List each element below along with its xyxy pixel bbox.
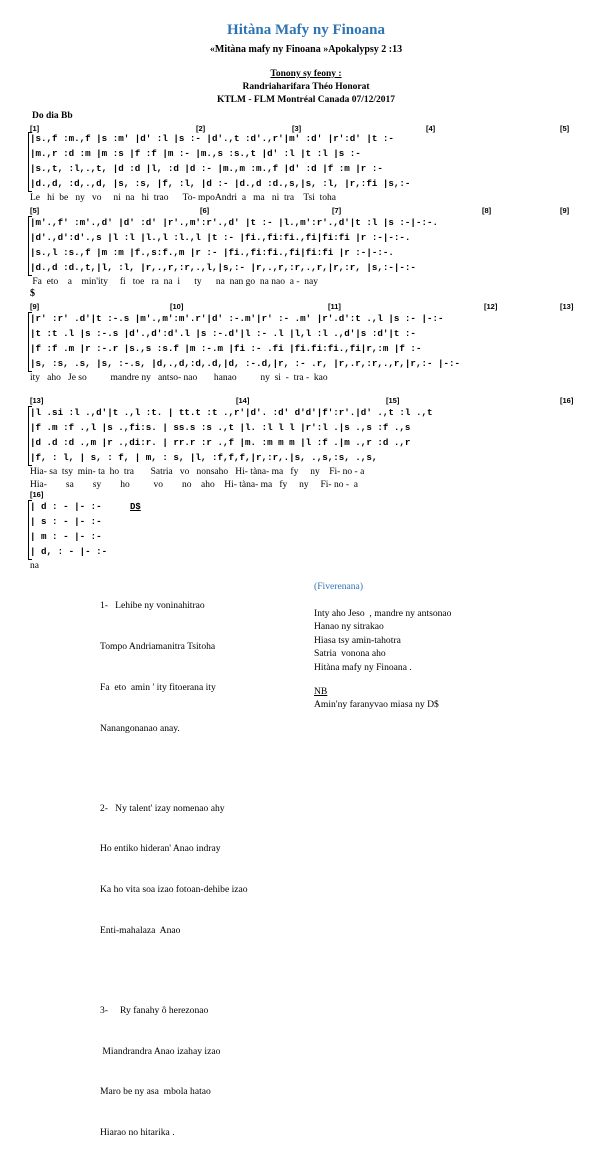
lyrics-line: ity aho Je so mandre ny antso- nao hanao ny si - tra - kao bbox=[30, 373, 328, 383]
lyrics-line: na bbox=[30, 561, 39, 571]
alto-line: |d'.,d':d'.,s |l :l |l.,l :l.,l |t :- |fi.,fi:fi.,fi|fi:fi |r :-|-:-. bbox=[30, 232, 411, 243]
segno-mark: $ bbox=[30, 288, 35, 299]
lyrics-line: Fa eto a min'ity fi toe ra na i ty na nan go na nao a - nay bbox=[30, 277, 318, 287]
dal-segno-mark: D$ bbox=[130, 502, 141, 512]
key-signature: Do dia Bb bbox=[32, 111, 73, 121]
measure-number: [16] bbox=[30, 490, 44, 499]
verses-left bbox=[100, 572, 248, 1167]
tenor-line: |f :f .m |r :-.r |s.,s :s.f |m :-.m |fi :- .fi |fi.fi:fi.,fi|r,:m |f :- bbox=[30, 343, 422, 354]
credits-label: Tonony sy feony : bbox=[270, 69, 342, 79]
tenor-line: |s.,l :s.,f |m :m |f.,s:f.,m |r :- |fi.,fi:fi.,fi|fi:fi |r :-|-:-. bbox=[30, 247, 394, 258]
bass-line: | d, : - |- :- bbox=[30, 546, 108, 557]
measure-number: [6] bbox=[200, 206, 210, 215]
verse-2: 2- Ny talent' izay nomenao ahy Ho entiko hideran' Anao indray Ka ho vita soa izao fotoan-dehibe izao Enti-mahalaza Anao bbox=[100, 802, 248, 936]
measure-number: [13] bbox=[560, 302, 574, 311]
credits-author: Randriaharifara Théo Honorat bbox=[242, 82, 370, 92]
measure-number: [9] bbox=[30, 302, 40, 311]
soprano-line: |r' :r' .d'|t :-.s |m'.,m':m'.r'|d' :-.m'|r' :- .m' |r'.d':t .,l |s :- |-:- bbox=[30, 313, 444, 324]
measure-number: [14] bbox=[236, 396, 250, 405]
measure-number: [3] bbox=[292, 124, 302, 133]
measure-number: [11] bbox=[328, 302, 341, 311]
bass-line: |f, : l, | s, : f, | m, : s, |l, :f,f,f,|r,:r,.|s, .,s,:s, .,s, bbox=[30, 452, 378, 463]
bass-line: |s, :s, .s, |s, :-.s, |d,.,d,:d,.d,|d, :-.d,|r, :- .r, |r,.r,:r,.,r,|r,:- |-:- bbox=[30, 358, 461, 369]
measure-number: [16] bbox=[560, 396, 574, 405]
alto-line: |m.,r :d :m |m :s |f :f |m :- |m.,s :s.,t |d' :l |t :l |s :- bbox=[30, 148, 361, 159]
subtitle: «Mitàna mafy ny Finoana »Apokalypsy 2 :13 bbox=[209, 44, 403, 55]
measure-number: [4] bbox=[426, 124, 436, 133]
measure-number: [8] bbox=[482, 206, 492, 215]
verse-1: 1- Lehibe ny voninahitrao Tompo Andriamanitra Tsitoha Fa eto amin ' ity fitoerana ity Nanangonanao anay. bbox=[100, 600, 216, 734]
note-text: Amin'ny faranyvao miasa ny D$ bbox=[314, 699, 439, 711]
soprano-line: |l .si :l .,d'|t .,l :t. | tt.t :t .,r'|d'. :d' d'd'|f':r'.|d' .,t :l .,t bbox=[30, 407, 433, 418]
measure-number: [10] bbox=[170, 302, 184, 311]
measure-number: [5] bbox=[30, 206, 40, 215]
refrain-block: (Fiverenana) Inty aho Jeso , mandre ny antsonao Hanao ny sitrakao Hiasa tsy amin-tahotra Satria vonona aho Hitàna mafy ny Finoana . NB Amin'ny faranyvao miasa ny D$ bbox=[314, 581, 452, 711]
score-system-2 bbox=[30, 206, 582, 296]
credits-place: KTLM - FLM Montréal Canada 07/12/2017 bbox=[216, 95, 396, 105]
tenor-line: |s.,t, :l,.,t, |d :d |l, :d |d :- |m.,m :m.,f |d' :d |f :m |r :- bbox=[30, 163, 383, 174]
note-label: NB bbox=[314, 685, 328, 697]
soprano-line: |m'.,f' :m'.,d' |d' :d' |r'.,m':r'.,d' |t :- |l.,m':r'.,d'|t :l |s :-|-:-. bbox=[30, 217, 438, 228]
alto-line: |f .m :f .,l |s .,fi:s. | ss.s :s .,t |l. :l l l |r':l .|s .,s :f .,s bbox=[30, 422, 411, 433]
lyrics-line: Hia- sa tsy min- ta ho tra Satria vo nonsaho Hi- tàna- ma fy ny Fi- no - a bbox=[30, 467, 365, 477]
refrain-label: (Fiverenana) bbox=[314, 581, 364, 592]
score-system-3 bbox=[30, 302, 582, 392]
page-title: Hitàna Mafy ny Finoana bbox=[227, 22, 385, 38]
measure-number: [12] bbox=[484, 302, 498, 311]
measure-number: [1] bbox=[30, 124, 40, 133]
score-system-5 bbox=[30, 490, 150, 570]
measure-number: [9] bbox=[560, 206, 570, 215]
score-system-4 bbox=[30, 396, 582, 496]
lyrics-line: Le hi be ny vo ni na hi trao To- mpoAndri a ma ni tra Tsi toha bbox=[30, 193, 336, 203]
lyrics-line-2: Hia- sa sy ho vo no aho Hi- tàna- ma fy ny Fi- no - a bbox=[30, 480, 358, 490]
measure-number: [2] bbox=[196, 124, 206, 133]
bass-line: |d.,d, :d,.,d, |s, :s, |f, :l, |d :- |d.,d :d.,s,|s, :l, |r,:fi |s,:- bbox=[30, 178, 411, 189]
score-system-1 bbox=[30, 124, 582, 214]
verse-3: 3- Ry fanahy ô herezonao Miandrandra Anao izahay izao Maro be ny asa mbola hatao Hiarao no hitarika . bbox=[100, 1004, 221, 1139]
alto-line: |t :t .l |s :-.s |d'.,d':d'.l |s :-.d'|l :- .l |l,l :l .,d'|s :d'|t :- bbox=[30, 328, 416, 339]
measure-number: [5] bbox=[560, 124, 570, 133]
soprano-line: |s.,f :m.,f |s :m' |d' :l |s :- |d'.,t :d'.,r'|m' :d' |r':d' |t :- bbox=[30, 133, 394, 144]
measure-number: [15] bbox=[386, 396, 400, 405]
soprano-line: | d : - |- :- bbox=[30, 501, 102, 512]
alto-line: | s : - |- :- bbox=[30, 516, 102, 527]
bass-line: |d.,d :d.,t,|l, :l, |r,.,r,:r,.,l,|s,:- |r,.,r,:r,.,r,|r,:r, |s,:-|-:- bbox=[30, 262, 416, 273]
measure-number: [13] bbox=[30, 396, 44, 405]
tenor-line: | m : - |- :- bbox=[30, 531, 102, 542]
measure-number: [7] bbox=[332, 206, 342, 215]
tenor-line: |d .d :d .,m |r .,di:r. | rr.r :r .,f |m. :m m m |l :f .|m .,r :d .,r bbox=[30, 437, 411, 448]
